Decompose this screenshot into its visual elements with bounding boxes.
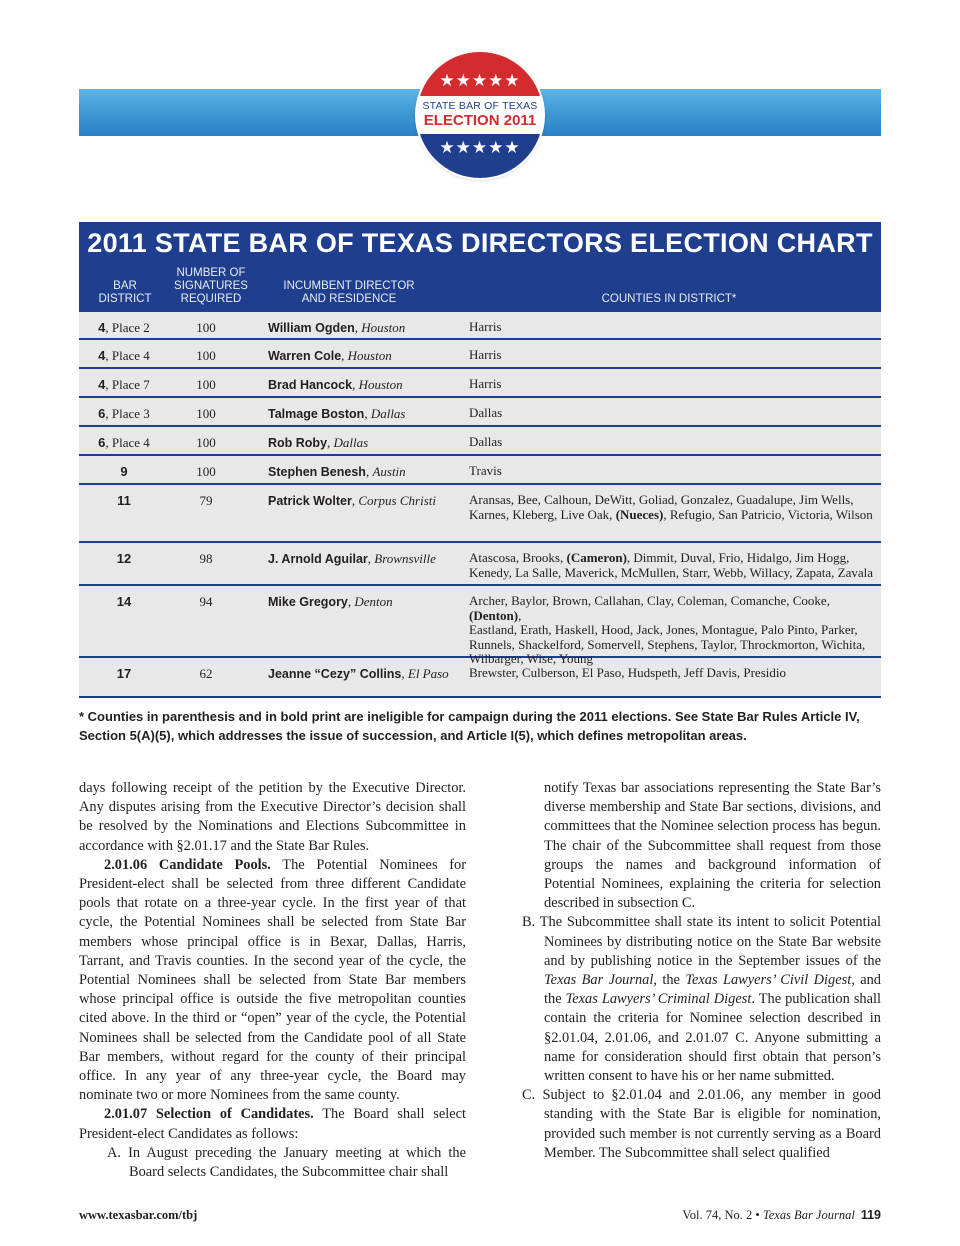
table-row [79, 427, 881, 456]
body-column-right [494, 779, 881, 1163]
district-cell: 17 [116, 666, 132, 681]
signatures-cell: 94 [199, 594, 213, 609]
signatures-cell: 100 [196, 464, 216, 479]
section-2-01-07 [79, 1105, 466, 1143]
district-cell: 14 [116, 594, 132, 609]
chart-footnote: * Counties in parenthesis and in bold print are ineligible for campaign during the 2011 elections. See State Bar Rules Article IV, Section 5(A)(5), which addresses the issue of succession, and Article I(5), which defines metropolitan areas. [79, 709, 860, 743]
counties-cell: Brewster, Culberson, El Paso, Hudspeth, Jeff Davis, Presidio [469, 665, 786, 680]
section-heading: 2.01.06 Candidate Pools. [104, 856, 271, 873]
table-row [79, 369, 881, 398]
incumbent-cell: Talmage Boston, Dallas [268, 406, 406, 421]
counties-cell: Harris [469, 319, 502, 334]
election-chart [79, 222, 881, 698]
incumbent-cell: Jeanne “Cezy” Collins, El Paso [268, 666, 449, 681]
district-cell: 12 [116, 551, 132, 566]
footer-citation [682, 1208, 881, 1223]
section-text: The Board shall select President-elect Candidates as follows: [79, 1106, 466, 1142]
counties-cell: Harris [469, 347, 502, 362]
incumbent-cell: J. Arnold Aguilar, Brownsville [268, 551, 436, 566]
table-row [79, 398, 881, 427]
table-row [79, 586, 881, 666]
incumbent-cell: Stephen Benesh, Austin [268, 464, 406, 479]
footer-separator: • [752, 1208, 763, 1222]
counties-cell: Dallas [469, 405, 503, 420]
signatures-cell: 100 [196, 435, 216, 450]
district-cell: 11 [117, 493, 131, 508]
page-number: 119 [860, 1208, 881, 1222]
item-b-text: . The publication shall contain the criteria for Nominee selection described in §2.01.04, 2.01.06, and 2.01.07 C. Anyone submitting a name for consideration should first obtain that person’s written consent to have his or her name submitted. [544, 991, 882, 1085]
item-b-text: , the [653, 972, 686, 989]
body-column-left [79, 779, 466, 1182]
chart-rows [79, 312, 881, 698]
section-heading: 2.01.07 Selection of Candidates. [104, 1106, 314, 1123]
counties-cell: Travis [469, 463, 502, 478]
incumbent-cell: Brad Hancock, Houston [268, 377, 403, 392]
district-cell: 4, Place 7 [98, 377, 150, 392]
header-incumbent: INCUMBENT DIRECTOR AND RESIDENCE [283, 280, 415, 305]
journal-title: Texas Lawyers’ Civil Digest [685, 972, 852, 989]
header-bar-district: BAR DISTRICT [98, 280, 152, 305]
table-row [79, 340, 881, 369]
district-cell: 4, Place 2 [98, 320, 150, 335]
incumbent-cell: Rob Roby, Dallas [268, 435, 369, 450]
incumbent-cell: Warren Cole, Houston [268, 348, 392, 363]
seal-line1: STATE BAR OF TEXAS [422, 100, 538, 112]
signatures-cell: 98 [199, 551, 213, 566]
signatures-cell: 100 [196, 320, 216, 335]
counties-cell: Atascosa, Brooks, (Cameron), Dimmit, Duval, Frio, Hidalgo, Jim Hogg, Kenedy, La Salle, Maverick, McMullen, Starr, Webb, Willacy, Zapata, Zavala [469, 550, 874, 580]
star-row-top-icon: ★★★★★ [439, 71, 521, 91]
counties-cell: Archer, Baylor, Brown, Callahan, Clay, Coleman, Comanche, Cooke, (Denton), Eastland, Erath, Haskell, Hood, Jack, Jones, Montague, Palo Pinto, Parker, Runnels, Shackelford, Somervell, Stephens, Taylor, Throckmorton, Wichita, Wilbarger, Wise, Young [469, 593, 866, 666]
chart-title: 2011 STATE BAR OF TEXAS DIRECTORS ELECTION CHART [87, 228, 873, 258]
table-row [79, 456, 881, 485]
signatures-cell: 100 [196, 377, 216, 392]
district-cell: 9 [120, 464, 128, 479]
counties-cell: Dallas [469, 434, 503, 449]
incumbent-cell: Mike Gregory, Denton [268, 594, 393, 609]
paragraph: notify Texas bar associations representing the State Bar’s diverse membership and State Bar sections, divisions, and committees that the Nominee selection process has begun. The chair of the Subcommittee shall request from those groups the names and background information of Potential Nominees, explaining the criteria for selection described in subsection C. [544, 780, 881, 912]
incumbent-cell: Patrick Wolter, Corpus Christi [268, 493, 436, 508]
header-signatures: NUMBER OF SIGNATURES REQUIRED [174, 267, 248, 305]
table-row [79, 658, 881, 698]
footer-url: www.texasbar.com/tbj [79, 1208, 198, 1222]
table-row [79, 312, 881, 340]
district-cell: 4, Place 4 [98, 348, 150, 363]
district-cell: 6, Place 4 [98, 435, 150, 450]
list-item-c: C. Subject to §2.01.04 and 2.01.06, any member in good standing with the State Bar is eligible for nomination, provided such member is not currently serving as a Board Member. The Subcommittee shall select qualified [522, 1087, 881, 1161]
section-text: The Potential Nominees for President-elect shall be selected from three different Candidate pools that rotate on a three-year cycle. In the first year of that cycle, the Potential Nominees shall be selected from State Bar members whose principal office is in Bexar, Dallas, Harris, Tarrant, and Travis counties. In the second year of the cycle, the Potential Nominees shall be selected from State Bar members whose principal office is outside the five metropolitan counties cited above. In the third or “open” year of the cycle, the Potential Nominees shall be selected from the Candidate pool of all State Bar members, without regard for the county of their principal office. In any year of any three-year cycle, the Board may nominate two or more Nominees from the same county. [79, 856, 467, 1104]
list-item-a: A. In August preceding the January meeting at which the Board selects Candidates, the Subcommittee chair shall [107, 1144, 466, 1181]
signatures-cell: 100 [196, 406, 216, 421]
section-2-01-06 [79, 856, 466, 1106]
signatures-cell: 79 [199, 493, 213, 508]
signatures-cell: 100 [196, 348, 216, 363]
paragraph: days following receipt of the petition by the Executive Director. Any disputes arising from the Executive Director’s decision shall be resolved by the Nominations and Elections Subcommittee in accordance with §2.01.17 and the State Bar Rules. [79, 780, 466, 854]
footer-journal: Texas Bar Journal [762, 1208, 855, 1222]
journal-title: Texas Bar Journal [544, 972, 654, 989]
list-item-b [494, 913, 881, 1086]
chart-header [79, 222, 881, 312]
header-counties: COUNTIES IN DISTRICT* [601, 293, 737, 305]
signatures-cell: 62 [199, 666, 213, 681]
incumbent-cell: William Ogden, Houston [268, 320, 406, 335]
item-b-text: B. The Subcommittee shall state its intent to solicit Potential Nominees by distributing notice on the State Bar website and by publishing notice in the September issues of the [522, 914, 881, 969]
district-cell: 6, Place 3 [98, 406, 150, 421]
journal-title: Texas Lawyers’ Criminal Digest [565, 991, 752, 1008]
seal-line2: ELECTION 2011 [423, 112, 537, 129]
table-row [79, 485, 881, 543]
footer-volume: Vol. 74, No. 2 [682, 1208, 753, 1222]
counties-cell: Aransas, Bee, Calhoun, DeWitt, Goliad, Gonzalez, Guadalupe, Jim Wells, Karnes, Kleberg, Live Oak, (Nueces), Refugio, San Patricio, Victoria, Wilson [469, 492, 873, 522]
counties-cell: Harris [469, 376, 502, 391]
item-b-text: , and the [544, 972, 881, 1008]
table-row [79, 543, 881, 586]
star-row-bottom-icon: ★★★★★ [439, 138, 521, 158]
election-seal-logo [417, 52, 543, 178]
